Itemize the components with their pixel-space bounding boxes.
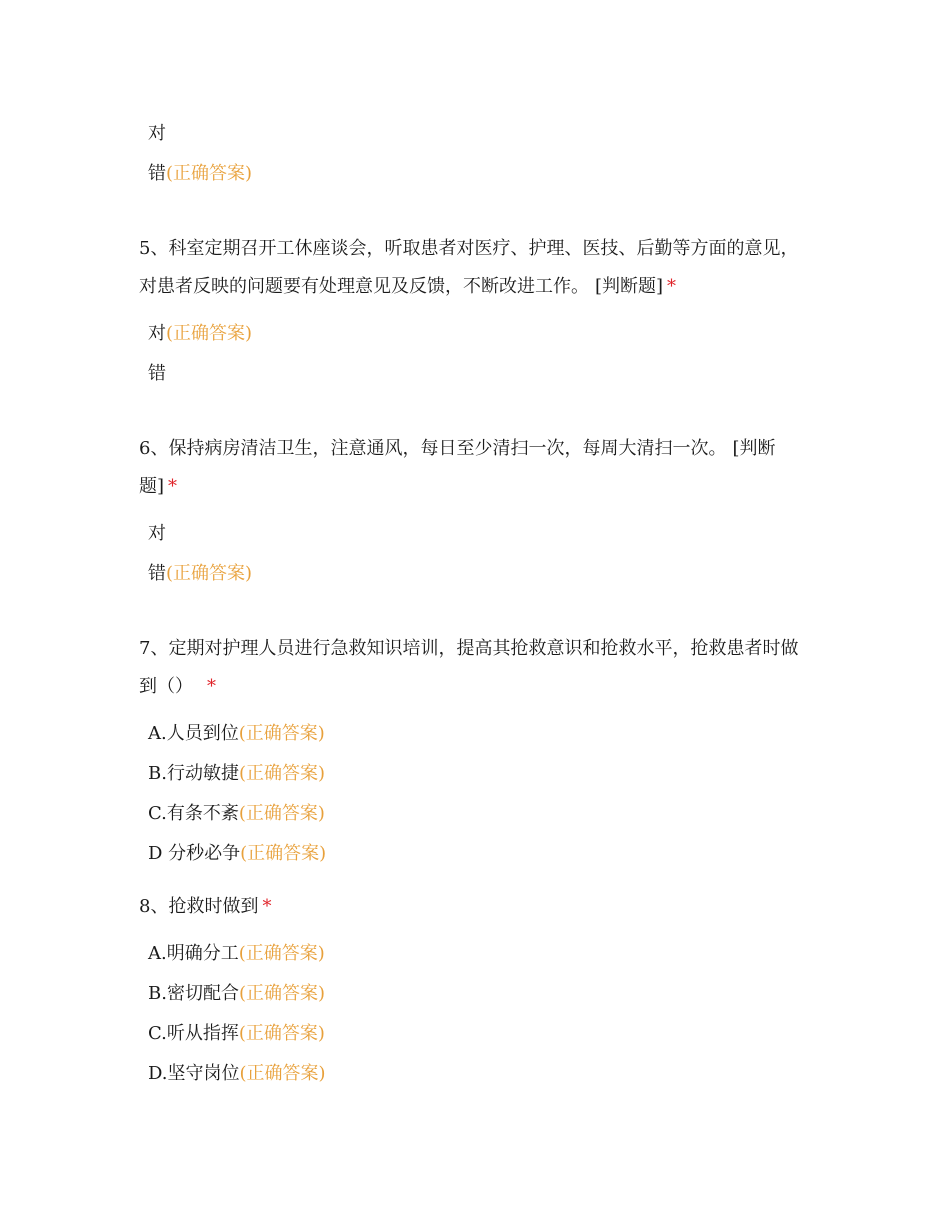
question-text: 6、保持病房清洁卫生，注意通风，每日至少清扫一次，每周大清扫一次。 — [139, 438, 727, 459]
required-mark: * — [667, 276, 677, 297]
option-label: 错 — [148, 163, 166, 184]
question-type: [判断题] — [139, 438, 776, 497]
required-mark: * — [168, 476, 178, 497]
option-label: C.有条不紊 — [148, 803, 239, 824]
q8-option-c — [148, 1022, 325, 1046]
q5-option-false — [148, 362, 166, 386]
required-mark: * — [262, 896, 272, 917]
q8-option-b — [148, 982, 325, 1006]
correct-answer-tag: (正确答案) — [238, 943, 325, 964]
question-type: [判断题] — [595, 276, 664, 297]
option-label: D 分秒必争 — [148, 843, 241, 864]
q4-option-false — [148, 162, 252, 186]
q6-option-false — [148, 562, 252, 586]
question-text: 8、抢救时做到 — [139, 896, 259, 917]
q7-option-d — [148, 842, 326, 866]
correct-answer-tag: (正确答案) — [238, 763, 325, 784]
q8-option-d — [148, 1062, 326, 1086]
correct-answer-tag: (正确答案) — [166, 163, 253, 184]
question-7 — [139, 630, 809, 706]
option-label: A.明确分工 — [148, 943, 239, 964]
q7-option-b — [148, 762, 325, 786]
option-label: C.听从指挥 — [148, 1023, 239, 1044]
option-label: A.人员到位 — [148, 723, 239, 744]
question-6 — [139, 430, 809, 506]
question-text: 5、科室定期召开工休座谈会，听取患者对医疗、护理、医技、后勤等方面的意见，对患者反映的问题要有处理意见及反馈，不断改进工作。 — [139, 238, 799, 297]
q4-option-true — [148, 122, 166, 146]
q8-option-a — [148, 942, 325, 966]
question-5 — [139, 230, 809, 306]
correct-answer-tag: (正确答案) — [238, 803, 325, 824]
q6-option-true — [148, 522, 166, 546]
option-label: B.密切配合 — [148, 983, 239, 1004]
option-label: 错 — [148, 563, 166, 584]
correct-answer-tag: (正确答案) — [166, 563, 253, 584]
correct-answer-tag: (正确答案) — [238, 1023, 325, 1044]
correct-answer-tag: (正确答案) — [166, 323, 253, 344]
question-text: 7、定期对护理人员进行急救知识培训，提高其抢救意识和抢救水平，抢救患者时做到（） — [139, 638, 799, 697]
correct-answer-tag: (正确答案) — [238, 723, 325, 744]
q7-option-a — [148, 722, 325, 746]
option-label: D.坚守岗位 — [148, 1063, 240, 1084]
correct-answer-tag: (正确答案) — [240, 843, 327, 864]
correct-answer-tag: (正确答案) — [238, 983, 325, 1004]
option-label: 错 — [148, 363, 166, 384]
option-label: 对 — [148, 523, 166, 544]
option-label: 对 — [148, 323, 166, 344]
q7-option-c — [148, 802, 325, 826]
option-label: B.行动敏捷 — [148, 763, 239, 784]
correct-answer-tag: (正确答案) — [239, 1063, 326, 1084]
required-mark: * — [207, 676, 216, 697]
q5-option-true — [148, 322, 252, 346]
question-8 — [139, 888, 809, 926]
option-label: 对 — [148, 123, 166, 144]
